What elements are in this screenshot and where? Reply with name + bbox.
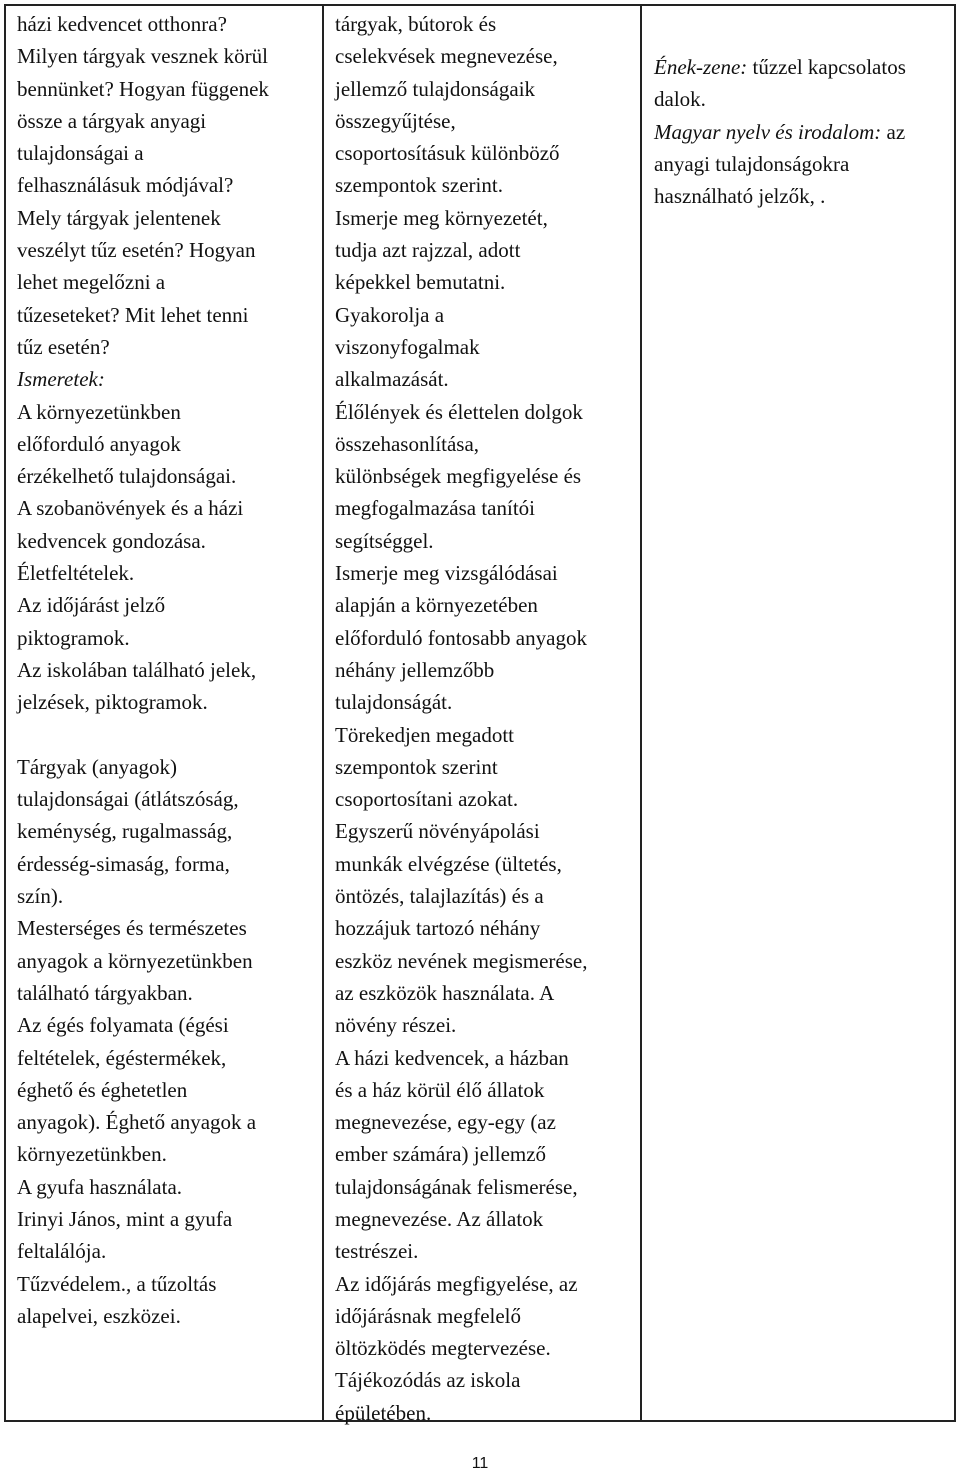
text-line: tudja azt rajzzal, adott <box>335 238 521 263</box>
paragraph-gap <box>17 719 322 751</box>
text-line: A házi kedvencek, a házban <box>335 1045 569 1070</box>
text-line: anyagok). Éghető anyagok a <box>17 1110 257 1135</box>
text-line: eszköz nevének megismerése, <box>335 948 588 973</box>
text-line: házi kedvencet otthonra? <box>17 12 227 36</box>
text-line: Tűzvédelem., a tűzoltás <box>17 1271 217 1296</box>
text-line: anyagok a környezetünkben <box>17 948 253 973</box>
text-line: csoportosításuk különböző <box>335 141 560 166</box>
text-line: ember számára) jellemző <box>335 1142 547 1167</box>
text-line: Törekedjen megadott <box>335 722 515 747</box>
text-line: Gyakorolja a <box>335 302 445 327</box>
column-requirements-text <box>324 6 640 1429</box>
text-line: alapelvei, eszközei. <box>17 1303 181 1328</box>
text-line: A környezetünkben <box>17 399 181 424</box>
text-line: Ismerje meg vizsgálódásai <box>335 561 558 586</box>
text-line: szín). <box>17 884 64 909</box>
text-line: veszélyt tűz esetén? Hogyan <box>17 238 256 263</box>
column-connections-text <box>642 6 954 212</box>
text-line: segítséggel. <box>335 528 434 553</box>
text-line: épületében. <box>335 1400 432 1425</box>
text-line: felhasználásuk módjával? <box>17 173 234 198</box>
text-line: öltözködés megtervezése. <box>335 1336 551 1361</box>
text-line: lehet megelőzni a <box>17 270 166 295</box>
text-line: testrészei. <box>335 1239 419 1264</box>
text-line: megfogalmazása tanítói <box>335 496 536 521</box>
text-line: tulajdonságának felismerése, <box>335 1174 578 1199</box>
text-line: Élőlények és élettelen dolgok <box>335 399 583 424</box>
literature-text: az <box>881 119 906 144</box>
text-line: viszonyfogalmak <box>335 334 480 359</box>
text-line: feltételek, égéstermékek, <box>17 1045 227 1070</box>
text-line: összehasonlítása, <box>335 431 480 456</box>
text-line: megnevezése, egy-egy (az <box>335 1110 556 1135</box>
text-line: tűz esetén? <box>17 334 110 359</box>
text-line: Az időjárást jelző <box>17 593 166 618</box>
text-line: Irinyi János, mint a gyufa <box>17 1206 233 1231</box>
text-line: megnevezése. Az állatok <box>335 1206 544 1231</box>
text-line: alkalmazását. <box>335 367 449 392</box>
text-line: Tájékozódás az iskola <box>335 1368 521 1393</box>
text-line: különbségek megfigyelése és <box>335 464 582 489</box>
knowledge-heading: Ismeretek: <box>17 367 105 392</box>
literature-label: Magyar nyelv és irodalom: <box>654 119 882 144</box>
text-line: A szobanövények és a házi <box>17 496 244 521</box>
text-line: tűzeseteket? Mit lehet tenni <box>17 302 249 327</box>
text-line: szempontok szerint. <box>335 173 503 198</box>
text-line: Az égés folyamata (égési <box>17 1013 229 1038</box>
table-column-requirements <box>324 6 642 1425</box>
text-line: tulajdonságai a <box>17 141 144 166</box>
text-line: öntözés, talajlazítás) és a <box>335 884 544 909</box>
text-line: érdesség-simaság, forma, <box>17 851 230 876</box>
text-line: dalok. <box>654 87 706 112</box>
text-line: Tárgyak (anyagok) <box>17 754 177 779</box>
text-line: az eszközök használata. A <box>335 980 555 1005</box>
music-text: tűzzel kapcsolatos <box>747 55 906 79</box>
text-line: néhány jellemzőbb <box>335 657 495 682</box>
music-label: Ének-zene: <box>654 55 748 79</box>
text-line: előforduló fontosabb anyagok <box>335 625 587 650</box>
text-line: Mesterséges és természetes <box>17 916 247 941</box>
text-line: található tárgyakban. <box>17 980 193 1005</box>
text-line: keménység, rugalmasság, <box>17 819 233 844</box>
text-line: kedvencek gondozása. <box>17 528 206 553</box>
text-line: cselekvések megnevezése, <box>335 44 558 69</box>
table-column-topics <box>6 6 324 1420</box>
text-line: munkák elvégzése (ültetés, <box>335 851 562 876</box>
table-column-connections <box>642 6 954 1420</box>
text-line: Életfeltételek. <box>17 561 135 586</box>
text-line: feltalálója. <box>17 1239 107 1264</box>
text-line: növény részei. <box>335 1013 457 1038</box>
music-connection <box>654 51 954 83</box>
text-line: hozzájuk tartozó néhány <box>335 916 541 941</box>
text-line: össze a tárgyak anyagi <box>17 108 207 133</box>
literature-connection <box>654 116 954 148</box>
text-line: Az iskolában található jelek, <box>17 657 257 682</box>
text-line: Az időjárás megfigyelése, az <box>335 1271 578 1296</box>
text-line: A gyufa használata. <box>17 1174 183 1199</box>
text-line: Ismerje meg környezetét, <box>335 205 548 230</box>
text-line: jelzések, piktogramok. <box>17 690 208 715</box>
text-line: jellemző tulajdonságaik <box>335 76 536 101</box>
text-line: bennünket? Hogyan függenek <box>17 76 269 101</box>
text-line: anyagi tulajdonságokra <box>654 151 850 176</box>
text-line: időjárásnak megfelelő <box>335 1303 522 1328</box>
text-line: előforduló anyagok <box>17 431 181 456</box>
text-line: érzékelhető tulajdonságai. <box>17 464 237 489</box>
text-line: tárgyak, bútorok és <box>335 12 497 36</box>
text-line: tulajdonságai (átlátszóság, <box>17 787 239 812</box>
text-line: szempontok szerint <box>335 754 498 779</box>
text-line: Milyen tárgyak vesznek körül <box>17 44 268 69</box>
text-line: használható jelzők, . <box>654 184 826 209</box>
text-line: piktogramok. <box>17 625 130 650</box>
text-line: alapján a környezetében <box>335 593 538 618</box>
text-line: képekkel bemutatni. <box>335 270 506 295</box>
column-topics-text <box>6 6 322 1332</box>
text-line: környezetünkben. <box>17 1142 167 1167</box>
text-line: Mely tárgyak jelentenek <box>17 205 221 230</box>
page-number: 11 <box>471 1455 489 1472</box>
text-line: Egyszerű növényápolási <box>335 819 540 844</box>
text-line: éghető és éghetetlen <box>17 1077 188 1102</box>
text-line: és a ház körül élő állatok <box>335 1077 545 1102</box>
text-line: összegyűjtése, <box>335 108 456 133</box>
curriculum-table <box>4 4 956 1425</box>
text-line: csoportosítani azokat. <box>335 787 519 812</box>
text-line: tulajdonságát. <box>335 690 453 715</box>
